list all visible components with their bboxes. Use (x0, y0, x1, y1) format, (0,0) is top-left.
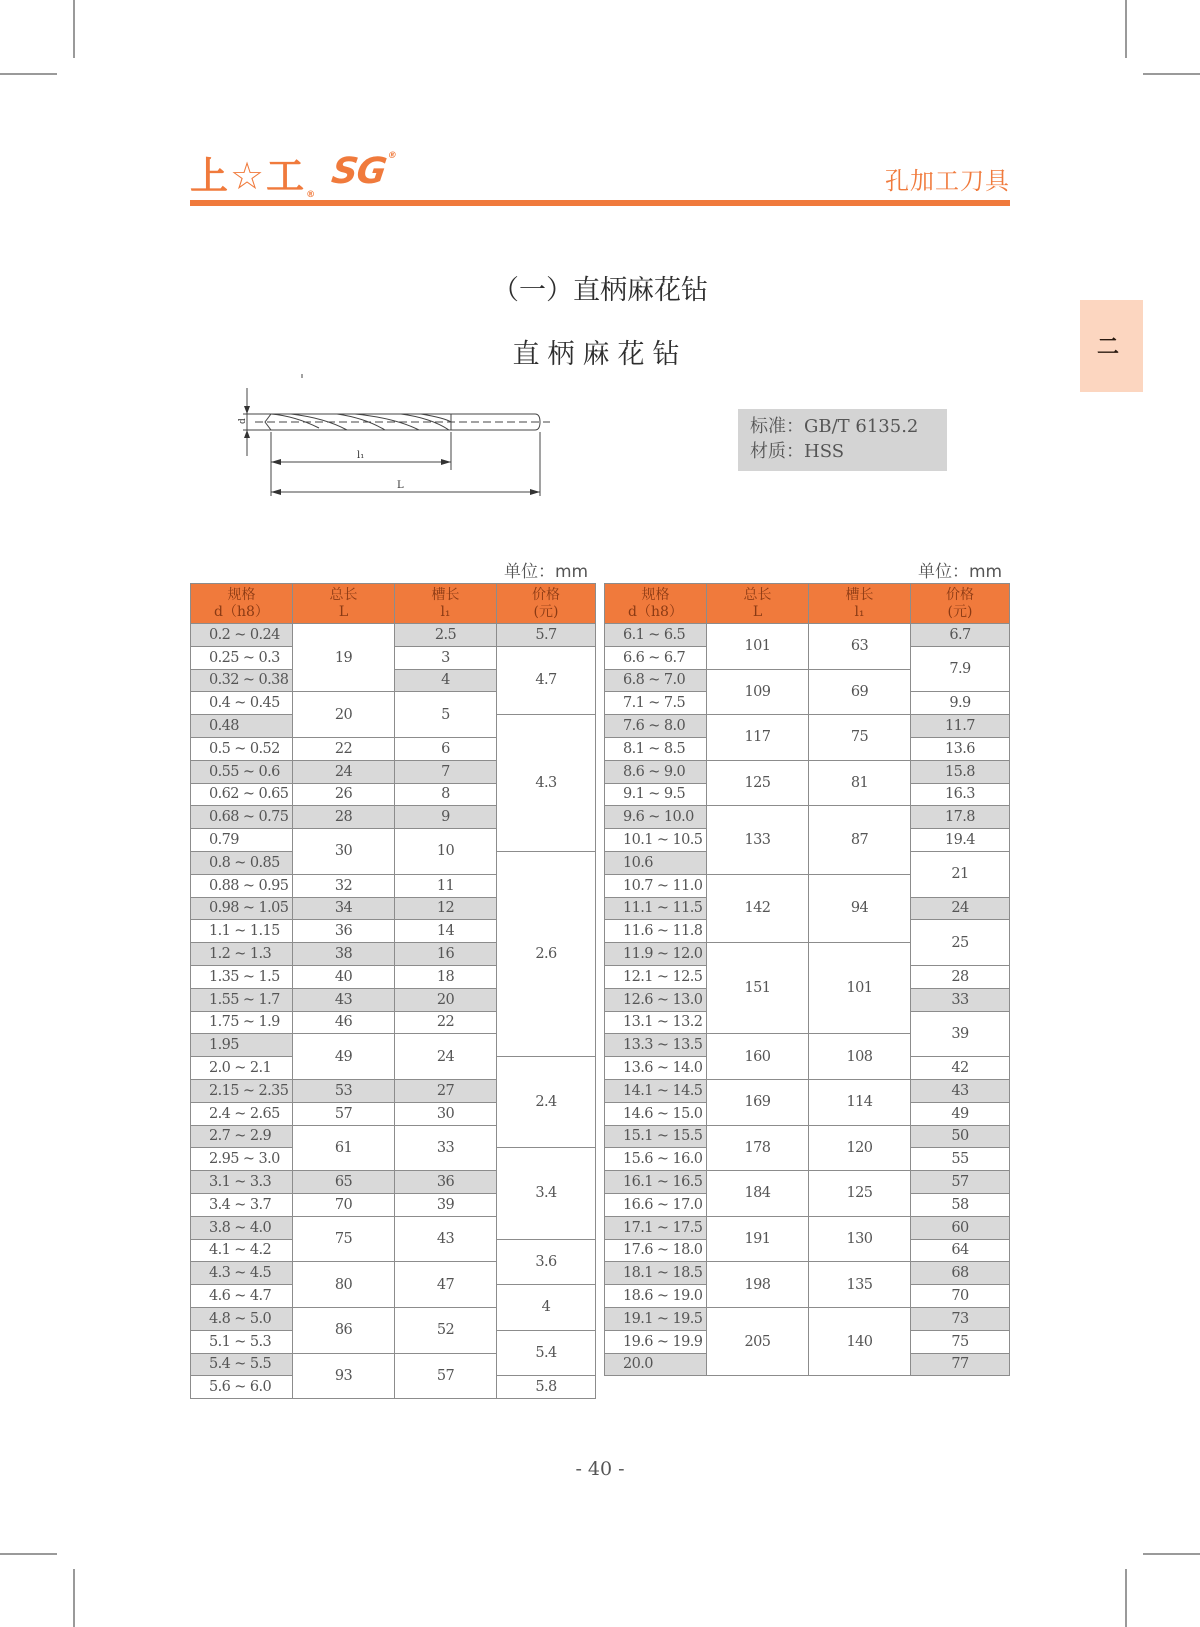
size-cell: 20.0 (605, 1353, 707, 1376)
total-length-cell: 117 (707, 715, 809, 761)
flute-length-cell: 12 (395, 897, 497, 920)
column-header (191, 584, 293, 624)
size-cell: 19.1 ~ 19.5 (605, 1307, 707, 1330)
size-cell: 0.5 ~ 0.52 (191, 737, 293, 760)
table-row (605, 1216, 1010, 1239)
crop-mark (0, 1553, 57, 1555)
price-cell: 6.7 (911, 624, 1010, 647)
price-cell: 50 (911, 1125, 1010, 1148)
total-length-cell: 46 (293, 1011, 395, 1034)
material-label: 材质：HSS (750, 441, 845, 462)
total-length-cell: 93 (293, 1353, 395, 1399)
size-cell: 3.8 ~ 4.0 (191, 1216, 293, 1239)
table-row (605, 760, 1010, 783)
total-length-cell: 184 (707, 1171, 809, 1217)
total-length-cell: 30 (293, 829, 395, 875)
column-header-line2: L (338, 603, 349, 620)
table-row (605, 1171, 1010, 1194)
flute-length-cell: 130 (809, 1216, 911, 1262)
size-cell: 3.1 ~ 3.3 (191, 1171, 293, 1194)
size-cell: 3.4 ~ 3.7 (191, 1193, 293, 1216)
price-cell: 15.8 (911, 760, 1010, 783)
total-length-cell: 24 (293, 760, 395, 783)
total-length-cell: 49 (293, 1034, 395, 1080)
total-length-cell: 40 (293, 965, 395, 988)
total-length-cell: 70 (293, 1193, 395, 1216)
total-length-cell: 32 (293, 874, 395, 897)
flute-length-cell: 8 (395, 783, 497, 806)
table-row (191, 624, 596, 647)
column-header-line1: 价格 (532, 586, 560, 603)
size-cell: 1.95 (191, 1034, 293, 1057)
flute-length-cell: 24 (395, 1034, 497, 1080)
flute-length-cell: 81 (809, 760, 911, 806)
flute-length-cell: 43 (395, 1216, 497, 1262)
price-cell: 2.4 (497, 1057, 596, 1148)
price-cell: 3.6 (497, 1239, 596, 1285)
size-cell: 0.55 ~ 0.6 (191, 760, 293, 783)
flute-length-cell: 27 (395, 1079, 497, 1102)
price-cell: 17.8 (911, 806, 1010, 829)
flute-length-cell: 94 (809, 874, 911, 942)
size-cell: 11.1 ~ 11.5 (605, 897, 707, 920)
size-cell: 13.6 ~ 14.0 (605, 1057, 707, 1080)
flute-length-cell: 11 (395, 874, 497, 897)
flute-length-cell: 4 (395, 669, 497, 692)
price-cell: 33 (911, 988, 1010, 1011)
total-length-cell: 191 (707, 1216, 809, 1262)
size-cell: 14.6 ~ 15.0 (605, 1102, 707, 1125)
size-cell: 1.75 ~ 1.9 (191, 1011, 293, 1034)
size-cell: 4.3 ~ 4.5 (191, 1262, 293, 1285)
size-cell: 0.79 (191, 829, 293, 852)
total-length-cell: 80 (293, 1262, 395, 1308)
size-cell: 2.0 ~ 2.1 (191, 1057, 293, 1080)
price-cell: 58 (911, 1193, 1010, 1216)
crop-mark (1125, 1569, 1127, 1627)
flute-length-cell: 125 (809, 1171, 911, 1217)
total-length-cell: 142 (707, 874, 809, 942)
crop-mark (0, 73, 57, 75)
price-cell: 19.4 (911, 829, 1010, 852)
price-cell: 5.8 (497, 1376, 596, 1399)
size-cell: 9.6 ~ 10.0 (605, 806, 707, 829)
total-length-cell: 20 (293, 692, 395, 738)
flute-length-cell: 63 (809, 624, 911, 670)
price-cell: 49 (911, 1102, 1010, 1125)
flute-length-cell: 101 (809, 943, 911, 1034)
size-cell: 12.1 ~ 12.5 (605, 965, 707, 988)
size-cell: 0.98 ~ 1.05 (191, 897, 293, 920)
flute-length-cell: 3 (395, 646, 497, 669)
size-cell: 7.1 ~ 7.5 (605, 692, 707, 715)
product-title: 直柄麻花钻 (512, 339, 688, 370)
size-cell: 0.62 ~ 0.65 (191, 783, 293, 806)
table-row (605, 624, 1010, 647)
flute-length-cell: 108 (809, 1034, 911, 1080)
size-cell: 0.25 ~ 0.3 (191, 646, 293, 669)
size-cell: 10.6 (605, 851, 707, 874)
size-cell: 12.6 ~ 13.0 (605, 988, 707, 1011)
price-cell: 5.7 (497, 624, 596, 647)
price-cell: 13.6 (911, 737, 1010, 760)
price-cell: 7.9 (911, 646, 1010, 692)
size-cell: 8.1 ~ 8.5 (605, 737, 707, 760)
column-header (293, 584, 395, 624)
size-cell: 6.1 ~ 6.5 (605, 624, 707, 647)
table-row (605, 1307, 1010, 1330)
total-length-cell: 75 (293, 1216, 395, 1262)
size-cell: 4.1 ~ 4.2 (191, 1239, 293, 1262)
size-cell: 0.4 ~ 0.45 (191, 692, 293, 715)
unit-label-left: 单位：mm (504, 562, 589, 582)
column-header-line1: 槽长 (845, 586, 874, 603)
column-header (809, 584, 911, 624)
total-length-cell: 198 (707, 1262, 809, 1308)
standard-label: 标准：GB/T 6135.2 (750, 416, 919, 437)
brand-logo-chinese: 上☆工® (190, 154, 318, 200)
price-cell: 60 (911, 1216, 1010, 1239)
column-header-line1: 规格 (227, 586, 256, 603)
total-length-cell: 53 (293, 1079, 395, 1102)
table-header-row (605, 584, 1010, 624)
table-row (605, 715, 1010, 738)
table-row (605, 1079, 1010, 1102)
flute-length-cell: 10 (395, 829, 497, 875)
size-cell: 1.35 ~ 1.5 (191, 965, 293, 988)
column-header-line2: L (752, 603, 763, 620)
total-length-cell: 169 (707, 1079, 809, 1125)
flute-length-cell: 47 (395, 1262, 497, 1308)
flute-length-cell: 30 (395, 1102, 497, 1125)
total-length-cell: 34 (293, 897, 395, 920)
flute-length-cell: 20 (395, 988, 497, 1011)
column-header (605, 584, 707, 624)
svg-text:L: L (397, 480, 404, 491)
price-cell: 21 (911, 851, 1010, 897)
total-length-cell: 205 (707, 1307, 809, 1375)
size-cell: 11.9 ~ 12.0 (605, 943, 707, 966)
size-cell: 0.48 (191, 715, 293, 738)
price-cell: 70 (911, 1285, 1010, 1308)
size-cell: 6.8 ~ 7.0 (605, 669, 707, 692)
flute-length-cell: 36 (395, 1171, 497, 1194)
flute-length-cell: 120 (809, 1125, 911, 1171)
price-cell: 9.9 (911, 692, 1010, 715)
size-cell: 13.3 ~ 13.5 (605, 1034, 707, 1057)
crop-mark (73, 1569, 75, 1627)
table-header-row (191, 584, 596, 624)
total-length-cell: 19 (293, 624, 395, 692)
column-header-line1: 总长 (743, 586, 772, 603)
total-length-cell: 133 (707, 806, 809, 874)
size-cell: 2.4 ~ 2.65 (191, 1102, 293, 1125)
size-cell: 17.6 ~ 18.0 (605, 1239, 707, 1262)
column-header-line2: d（h8） (214, 603, 269, 620)
flute-length-cell: 2.5 (395, 624, 497, 647)
size-cell: 17.1 ~ 17.5 (605, 1216, 707, 1239)
svg-text:d: d (238, 418, 248, 424)
size-cell: 7.6 ~ 8.0 (605, 715, 707, 738)
price-cell: 3.4 (497, 1148, 596, 1239)
column-header (395, 584, 497, 624)
size-cell: 4.6 ~ 4.7 (191, 1285, 293, 1308)
price-cell: 77 (911, 1353, 1010, 1376)
svg-text:l₁: l₁ (357, 450, 365, 461)
table-row (605, 806, 1010, 829)
size-cell: 10.1 ~ 10.5 (605, 829, 707, 852)
flute-length-cell: 7 (395, 760, 497, 783)
size-cell: 13.1 ~ 13.2 (605, 1011, 707, 1034)
size-cell: 2.15 ~ 2.35 (191, 1079, 293, 1102)
price-cell: 4 (497, 1285, 596, 1331)
size-cell: 18.6 ~ 19.0 (605, 1285, 707, 1308)
column-header (911, 584, 1010, 624)
price-cell: 42 (911, 1057, 1010, 1080)
flute-length-cell: 33 (395, 1125, 497, 1171)
column-header-line1: 槽长 (431, 586, 460, 603)
flute-length-cell: 114 (809, 1079, 911, 1125)
size-cell: 15.1 ~ 15.5 (605, 1125, 707, 1148)
flute-length-cell: 16 (395, 943, 497, 966)
column-header-line1: 价格 (946, 586, 974, 603)
total-length-cell: 160 (707, 1034, 809, 1080)
price-cell: 57 (911, 1171, 1010, 1194)
size-cell: 8.6 ~ 9.0 (605, 760, 707, 783)
spec-table-right (604, 583, 1010, 1376)
total-length-cell: 36 (293, 920, 395, 943)
category-title: 孔加工刀具 (885, 167, 1010, 195)
table-row (605, 1125, 1010, 1148)
size-cell: 10.7 ~ 11.0 (605, 874, 707, 897)
price-cell: 16.3 (911, 783, 1010, 806)
column-header-line2: l₁ (854, 603, 865, 620)
size-cell: 16.1 ~ 16.5 (605, 1171, 707, 1194)
size-cell: 16.6 ~ 17.0 (605, 1193, 707, 1216)
column-header-line2: (元) (947, 603, 973, 620)
flute-length-cell: 57 (395, 1353, 497, 1399)
size-cell: 19.6 ~ 19.9 (605, 1330, 707, 1353)
size-cell: 1.1 ~ 1.15 (191, 920, 293, 943)
total-length-cell: 57 (293, 1102, 395, 1125)
price-cell: 24 (911, 897, 1010, 920)
price-cell: 25 (911, 920, 1010, 966)
header-divider (190, 200, 1010, 206)
flute-length-cell: 22 (395, 1011, 497, 1034)
total-length-cell: 109 (707, 669, 809, 715)
total-length-cell: 101 (707, 624, 809, 670)
crop-mark (1125, 0, 1127, 58)
price-cell: 4.3 (497, 715, 596, 852)
price-cell: 55 (911, 1148, 1010, 1171)
unit-label-right: 单位：mm (918, 562, 1003, 582)
total-length-cell: 86 (293, 1307, 395, 1353)
brand-logo-sg: SG® (329, 151, 397, 192)
column-header-line1: 规格 (641, 586, 670, 603)
total-length-cell: 22 (293, 737, 395, 760)
page-number: - 40 - (575, 1458, 625, 1480)
total-length-cell: 65 (293, 1171, 395, 1194)
section-title: （一）直柄麻花钻 (492, 275, 708, 306)
total-length-cell: 125 (707, 760, 809, 806)
flute-length-cell: 39 (395, 1193, 497, 1216)
size-cell: 5.1 ~ 5.3 (191, 1330, 293, 1353)
size-cell: 0.2 ~ 0.24 (191, 624, 293, 647)
price-cell: 43 (911, 1079, 1010, 1102)
price-cell: 4.7 (497, 646, 596, 714)
flute-length-cell: 75 (809, 715, 911, 761)
size-cell: 5.4 ~ 5.5 (191, 1353, 293, 1376)
table-row (605, 1262, 1010, 1285)
size-cell: 14.1 ~ 14.5 (605, 1079, 707, 1102)
flute-length-cell: 135 (809, 1262, 911, 1308)
size-cell: 18.1 ~ 18.5 (605, 1262, 707, 1285)
flute-length-cell: 87 (809, 806, 911, 874)
price-cell: 64 (911, 1239, 1010, 1262)
column-header (707, 584, 809, 624)
flute-length-cell: 9 (395, 806, 497, 829)
size-cell: 1.55 ~ 1.7 (191, 988, 293, 1011)
size-cell: 6.6 ~ 6.7 (605, 646, 707, 669)
crop-mark (1143, 73, 1200, 75)
flute-length-cell: 5 (395, 692, 497, 738)
price-cell: 28 (911, 965, 1010, 988)
flute-length-cell: 69 (809, 669, 911, 715)
price-cell: 39 (911, 1011, 1010, 1057)
price-cell: 75 (911, 1330, 1010, 1353)
size-cell: 2.95 ~ 3.0 (191, 1148, 293, 1171)
size-cell: 5.6 ~ 6.0 (191, 1376, 293, 1399)
price-cell: 11.7 (911, 715, 1010, 738)
total-length-cell: 178 (707, 1125, 809, 1171)
column-header-line2: d（h8） (628, 603, 683, 620)
total-length-cell: 43 (293, 988, 395, 1011)
size-cell: 0.32 ~ 0.38 (191, 669, 293, 692)
column-header-line2: (元) (533, 603, 559, 620)
chapter-tab-label: 二 (1097, 335, 1120, 360)
size-cell: 15.6 ~ 16.0 (605, 1148, 707, 1171)
price-cell: 68 (911, 1262, 1010, 1285)
drill-diagram-icon (235, 370, 555, 500)
size-cell: 0.88 ~ 0.95 (191, 874, 293, 897)
total-length-cell: 61 (293, 1125, 395, 1171)
flute-length-cell: 18 (395, 965, 497, 988)
price-cell: 73 (911, 1307, 1010, 1330)
size-cell: 1.2 ~ 1.3 (191, 943, 293, 966)
price-cell: 2.6 (497, 851, 596, 1056)
size-cell: 2.7 ~ 2.9 (191, 1125, 293, 1148)
size-cell: 0.8 ~ 0.85 (191, 851, 293, 874)
flute-length-cell: 14 (395, 920, 497, 943)
column-header-line2: l₁ (440, 603, 451, 620)
size-cell: 0.68 ~ 0.75 (191, 806, 293, 829)
total-length-cell: 38 (293, 943, 395, 966)
size-cell: 11.6 ~ 11.8 (605, 920, 707, 943)
flute-length-cell: 140 (809, 1307, 911, 1375)
flute-length-cell: 6 (395, 737, 497, 760)
spec-table-left (190, 583, 596, 1399)
total-length-cell: 28 (293, 806, 395, 829)
flute-length-cell: 52 (395, 1307, 497, 1353)
spec-info-box (738, 409, 947, 471)
column-header (497, 584, 596, 624)
crop-mark (73, 0, 75, 58)
size-cell: 4.8 ~ 5.0 (191, 1307, 293, 1330)
crop-mark (1143, 1553, 1200, 1555)
size-cell: 9.1 ~ 9.5 (605, 783, 707, 806)
column-header-line1: 总长 (329, 586, 358, 603)
price-cell: 5.4 (497, 1330, 596, 1376)
total-length-cell: 151 (707, 943, 809, 1034)
total-length-cell: 26 (293, 783, 395, 806)
